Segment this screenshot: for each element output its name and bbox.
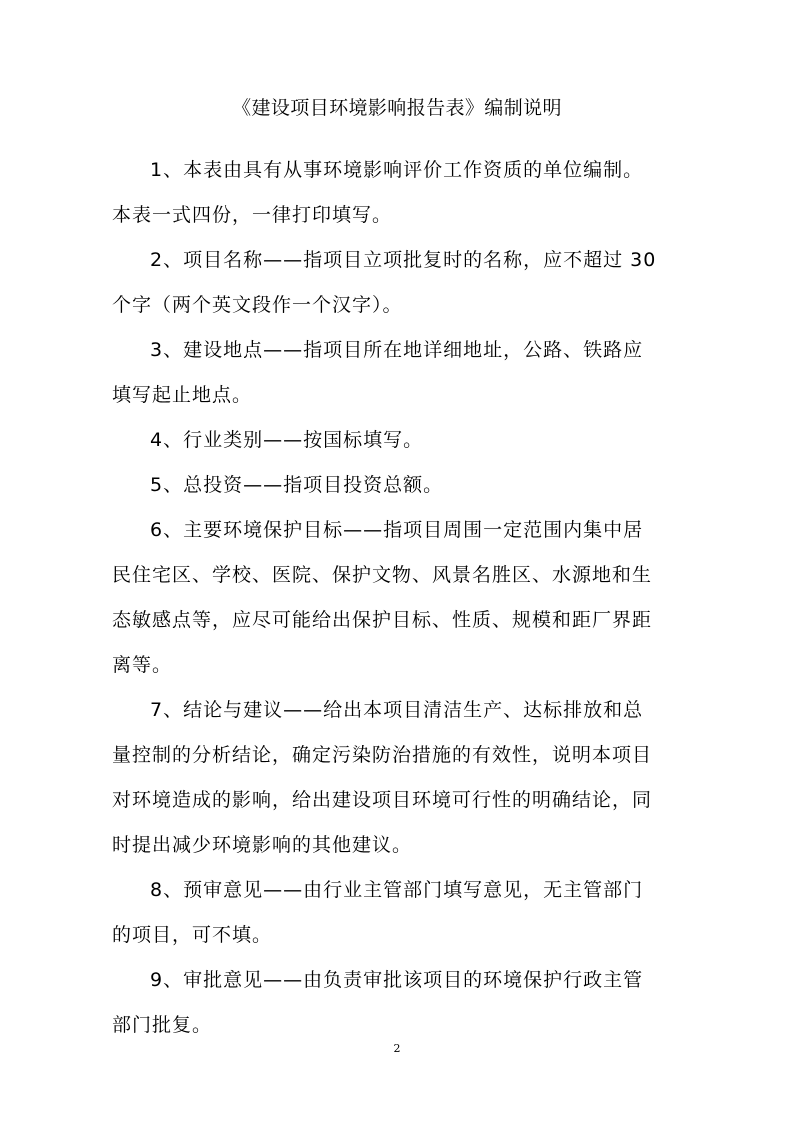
instruction-line: 1、本表由具有从事环境影响评价工作资质的单位编制。 (150, 159, 644, 181)
instruction-item-5 (112, 463, 688, 508)
document-title: 《建设项目环境影响报告表》编制说明 (232, 97, 562, 119)
instruction-item-6 (112, 508, 688, 688)
instruction-line: 5、总投资——指项目投资总额。 (150, 474, 444, 496)
instruction-item-1 (112, 148, 688, 238)
page-number: 2 (393, 1042, 401, 1055)
instruction-line: 本表一式四份，一律打印填写。 (112, 204, 393, 226)
instruction-line: 对环境造成的影响，给出建设项目环境可行性的明确结论，同 (112, 789, 653, 811)
instruction-item-7 (112, 688, 688, 868)
instruction-line: 3、建设地点——指项目所在地详细地址，公路、铁路应 (150, 339, 644, 361)
instruction-line: 部门批复。 (112, 1014, 213, 1036)
instruction-line: 4、行业类别——按国标填写。 (150, 429, 424, 451)
instruction-line: 态敏感点等，应尽可能给出保护目标、性质、规模和距厂界距 (112, 609, 653, 631)
instruction-item-2 (112, 238, 688, 328)
instruction-line: 9、审批意见——由负责审批该项目的环境保护行政主管 (150, 969, 644, 991)
instruction-line: 民住宅区、学校、医院、保护文物、风景名胜区、水源地和生 (112, 564, 653, 586)
instruction-item-9 (112, 958, 688, 1048)
instruction-line: 离等。 (112, 654, 173, 676)
instruction-item-4 (112, 418, 688, 463)
instruction-line: 的项目，可不填。 (112, 924, 273, 946)
instructions-body (112, 148, 688, 1048)
instruction-item-8 (112, 868, 688, 958)
instruction-item-3 (112, 328, 688, 418)
instruction-line: 量控制的分析结论，确定污染防治措施的有效性，说明本项目 (112, 744, 653, 766)
instruction-line: 7、结论与建议——给出本项目清洁生产、达标排放和总 (150, 699, 644, 721)
instruction-line: 6、主要环境保护目标——指项目周围一定范围内集中居 (150, 519, 644, 541)
instruction-line: 时提出减少环境影响的其他建议。 (112, 834, 413, 856)
instruction-line: 2、项目名称——指项目立项批复时的名称，应不超过 30 (150, 249, 657, 271)
instruction-line: 填写起止地点。 (112, 384, 253, 406)
instruction-line: 个字（两个英文段作一个汉字）。 (112, 294, 403, 316)
instruction-line: 8、预审意见——由行业主管部门填写意见，无主管部门 (150, 879, 644, 901)
